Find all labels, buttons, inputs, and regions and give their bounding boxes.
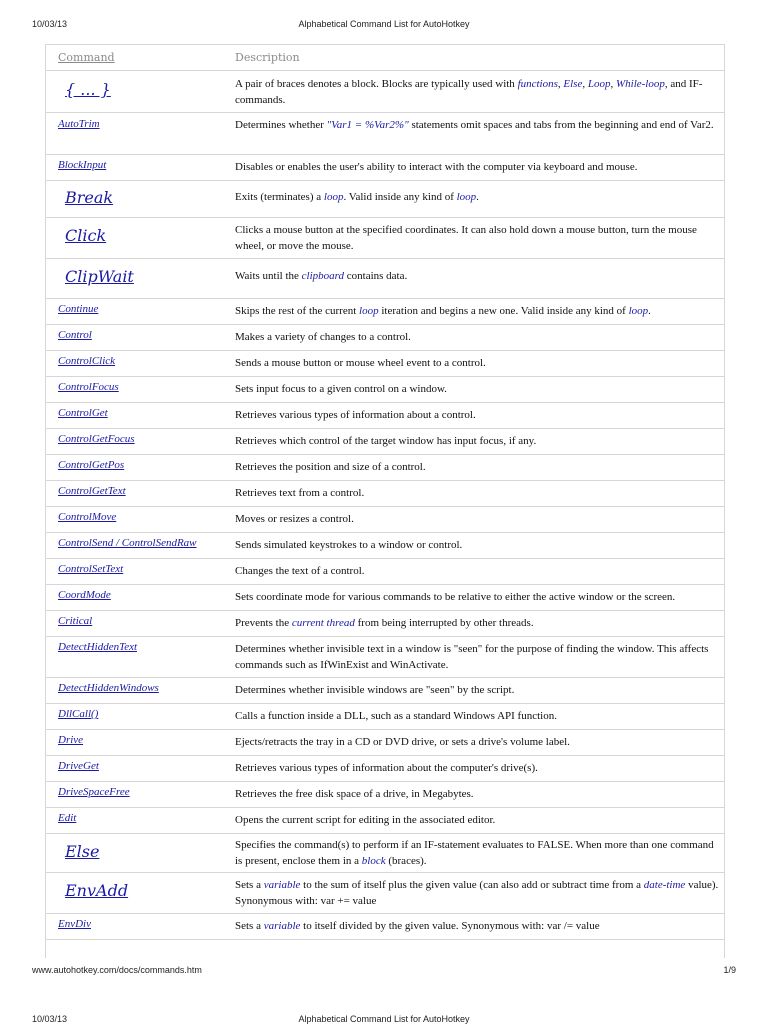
table-row [46, 913, 724, 940]
description-text: to itself divided by the given value. Synonymous with: var /= value [300, 920, 600, 932]
command-description [235, 812, 721, 828]
description-text: Sets a [235, 879, 264, 891]
command-description [235, 117, 721, 133]
description-text: Changes the text of a control. [235, 565, 365, 577]
description-link[interactable]: loop [323, 191, 344, 203]
description-link[interactable]: While-loop [615, 78, 665, 90]
description-link[interactable]: loop [456, 191, 477, 203]
table-row [46, 703, 724, 730]
table-row [46, 180, 724, 218]
table-row [46, 428, 724, 455]
description-text: Sends a mouse button or mouse wheel event to a control. [235, 357, 486, 369]
command-description [235, 837, 721, 869]
next-page-header [0, 1014, 768, 1028]
command-link-controlgettext[interactable]: ControlGetText [58, 485, 126, 497]
command-description [235, 222, 721, 254]
table-row [46, 584, 724, 611]
table-row [46, 217, 724, 259]
table-row [46, 350, 724, 377]
command-link-critical[interactable]: Critical [58, 615, 93, 627]
command-link-controlclick[interactable]: ControlClick [58, 355, 116, 367]
description-text: , [582, 78, 588, 90]
command-link-detecthiddenwindows[interactable]: DetectHiddenWindows [58, 682, 159, 694]
table-row [46, 558, 724, 585]
command-description [235, 537, 721, 553]
command-link-controlfocus[interactable]: ControlFocus [58, 381, 119, 393]
command-description [235, 786, 721, 802]
command-description [235, 615, 721, 631]
command-description [235, 589, 721, 605]
command-link-controlmove[interactable]: ControlMove [58, 511, 117, 523]
description-link[interactable]: variable [263, 879, 301, 891]
command-description [235, 641, 721, 673]
description-text: Calls a function inside a DLL, such as a standard Windows API function. [235, 710, 557, 722]
description-text: contains data. [344, 270, 408, 282]
command-description [235, 381, 721, 397]
command-link-block-braces[interactable]: { ... } [65, 80, 111, 99]
description-text: from being interrupted by other threads. [354, 617, 534, 629]
description-text: (braces). [385, 855, 427, 867]
description-text: , and IF-commands. [235, 78, 703, 106]
command-link-edit[interactable]: Edit [58, 812, 77, 824]
command-link-controlgetfocus[interactable]: ControlGetFocus [58, 433, 135, 445]
description-link[interactable]: date-time [643, 879, 686, 891]
command-link-dllcall[interactable]: DllCall() [58, 708, 99, 720]
command-link-envdiv[interactable]: EnvDiv [58, 918, 91, 930]
table-row [46, 781, 724, 808]
table-header-row [46, 45, 724, 71]
column-header-command: Command [58, 51, 115, 64]
footer-page-number: 1/9 [723, 965, 736, 975]
table-row [46, 402, 724, 429]
commands-table [45, 44, 725, 958]
description-text: Sends simulated keystrokes to a window or control. [235, 539, 463, 551]
table-row [46, 376, 724, 403]
command-link-continue[interactable]: Continue [58, 303, 99, 315]
footer-url[interactable]: www.autohotkey.com/docs/commands.htm [32, 965, 202, 975]
description-text: Retrieves text from a control. [235, 487, 365, 499]
command-description [235, 433, 721, 449]
description-text: Skips the rest of the current [235, 305, 360, 317]
next-header-date: 10/03/13 [32, 1014, 68, 1024]
command-link-click[interactable]: Click [65, 226, 107, 245]
description-link[interactable]: "Var1 = %Var2%" [326, 119, 409, 131]
command-description [235, 760, 721, 776]
description-text: A pair of braces denotes a block. Blocks are typically used with [235, 78, 518, 90]
command-link-else[interactable]: Else [65, 842, 100, 861]
description-text: Disables or enables the user's ability to interact with the computer via keyboard and mouse. [235, 161, 638, 173]
description-text: Waits until the [235, 270, 302, 282]
description-text: , [557, 78, 564, 90]
command-description [235, 303, 721, 319]
description-text: Determines whether invisible text in a window is "seen" for the purpose of finding the window. This affects commands such as IfWinExist and WinActivate. [235, 643, 709, 671]
table-row [46, 324, 724, 351]
description-text: Opens the current script for editing in the associated editor. [235, 814, 496, 826]
table-row [46, 872, 724, 914]
description-text: Exits (terminates) a [235, 191, 324, 203]
command-link-drive[interactable]: Drive [58, 734, 84, 746]
description-link[interactable]: Else [563, 78, 583, 90]
command-description [235, 877, 721, 909]
description-text: , [610, 78, 616, 90]
description-text: Specifies the command(s) to perform if an IF-statement evaluates to FALSE. When more than one command is present, enclose them in a [235, 839, 714, 867]
description-link[interactable]: loop [628, 305, 649, 317]
description-text: Retrieves various types of information about a control. [235, 409, 476, 421]
description-link[interactable]: functions [517, 78, 558, 90]
command-description [235, 189, 721, 205]
table-row [46, 454, 724, 481]
command-description [235, 459, 721, 475]
table-row [46, 807, 724, 834]
description-text: Retrieves various types of information about the computer's drive(s). [235, 762, 538, 774]
description-link[interactable]: block [361, 855, 386, 867]
table-row [46, 506, 724, 533]
table-row [46, 755, 724, 782]
description-link[interactable]: clipboard [301, 270, 345, 282]
command-link-control[interactable]: Control [58, 329, 92, 341]
command-description [235, 268, 721, 284]
command-description [235, 485, 721, 501]
description-text: . Valid inside any kind of [343, 191, 457, 203]
table-row [46, 729, 724, 756]
command-description [235, 407, 721, 423]
description-link[interactable]: variable [263, 920, 301, 932]
command-description [235, 563, 721, 579]
table-row [46, 258, 724, 299]
command-link-detecthiddentext[interactable]: DetectHiddenText [58, 641, 138, 653]
description-text: Moves or resizes a control. [235, 513, 354, 525]
description-text: Determines whether [235, 119, 327, 131]
command-description [235, 329, 721, 345]
command-link-clipwait[interactable]: ClipWait [65, 267, 134, 286]
table-row [46, 532, 724, 559]
header-date: 10/03/13 [32, 19, 68, 29]
description-text: iteration and begins a new one. Valid inside any kind of [378, 305, 629, 317]
command-link-autotrim[interactable]: AutoTrim [58, 118, 100, 130]
command-link-driveget[interactable]: DriveGet [58, 760, 99, 772]
description-text: statements omit spaces and tabs from the beginning and end of Var2. [408, 119, 714, 131]
description-text: to the sum of itself plus the given value (can also add or subtract time from a [300, 879, 644, 891]
command-description [235, 76, 721, 108]
description-text: Retrieves which control of the target window has input focus, if any. [235, 435, 537, 447]
table-row [46, 70, 724, 113]
description-text: Ejects/retracts the tray in a CD or DVD drive, or sets a drive's volume label. [235, 736, 570, 748]
table-row [46, 677, 724, 704]
description-text: value). Synonymous with: var += value [235, 879, 719, 907]
table-row [46, 112, 724, 155]
description-text: Clicks a mouse button at the specified coordinates. It can also hold down a mouse button, turn the mouse wheel, or move the mouse. [235, 224, 697, 252]
description-link[interactable]: Loop [587, 78, 611, 90]
description-text: Sets coordinate mode for various commands to be relative to either the active window or the screen. [235, 591, 676, 603]
header-title: Alphabetical Command List for AutoHotkey [298, 19, 470, 29]
table-row [46, 636, 724, 678]
command-description [235, 708, 721, 724]
table-row [46, 154, 724, 181]
description-text: Retrieves the free disk space of a drive, in Megabytes. [235, 788, 474, 800]
column-header-description: Description [235, 51, 300, 64]
description-text: Prevents the [235, 617, 292, 629]
command-description [235, 734, 721, 750]
description-text: Retrieves the position and size of a control. [235, 461, 426, 473]
description-text: Determines whether invisible windows are "seen" by the script. [235, 684, 515, 696]
command-link-controlgetpos[interactable]: ControlGetPos [58, 459, 125, 471]
table-row [46, 833, 724, 873]
command-description [235, 159, 721, 175]
command-link-envadd[interactable]: EnvAdd [65, 881, 129, 900]
command-link-drivespacefree[interactable]: DriveSpaceFree [58, 786, 130, 798]
command-link-controlsettext[interactable]: ControlSetText [58, 563, 124, 575]
description-text: Makes a variety of changes to a control. [235, 331, 411, 343]
page-footer [0, 965, 768, 979]
command-description [235, 918, 721, 934]
command-link-break[interactable]: Break [65, 188, 114, 207]
description-text: . [476, 191, 479, 203]
table-row [46, 298, 724, 325]
table-row [46, 480, 724, 507]
description-text: Sets a [235, 920, 264, 932]
command-description [235, 682, 721, 698]
command-link-coordmode[interactable]: CoordMode [58, 589, 111, 601]
command-description [235, 511, 721, 527]
description-text: Sets input focus to a given control on a window. [235, 383, 447, 395]
description-link[interactable]: loop [359, 305, 379, 317]
command-description [235, 355, 721, 371]
next-header-title: Alphabetical Command List for AutoHotkey [298, 1014, 470, 1024]
description-text: . [648, 305, 651, 317]
page-header [0, 19, 768, 33]
table-row [46, 610, 724, 637]
command-link-controlsend-controlsendraw[interactable]: ControlSend / ControlSendRaw [58, 537, 197, 549]
command-link-blockinput[interactable]: BlockInput [58, 159, 107, 171]
command-link-controlget[interactable]: ControlGet [58, 407, 108, 419]
description-link[interactable]: current thread [291, 617, 355, 629]
